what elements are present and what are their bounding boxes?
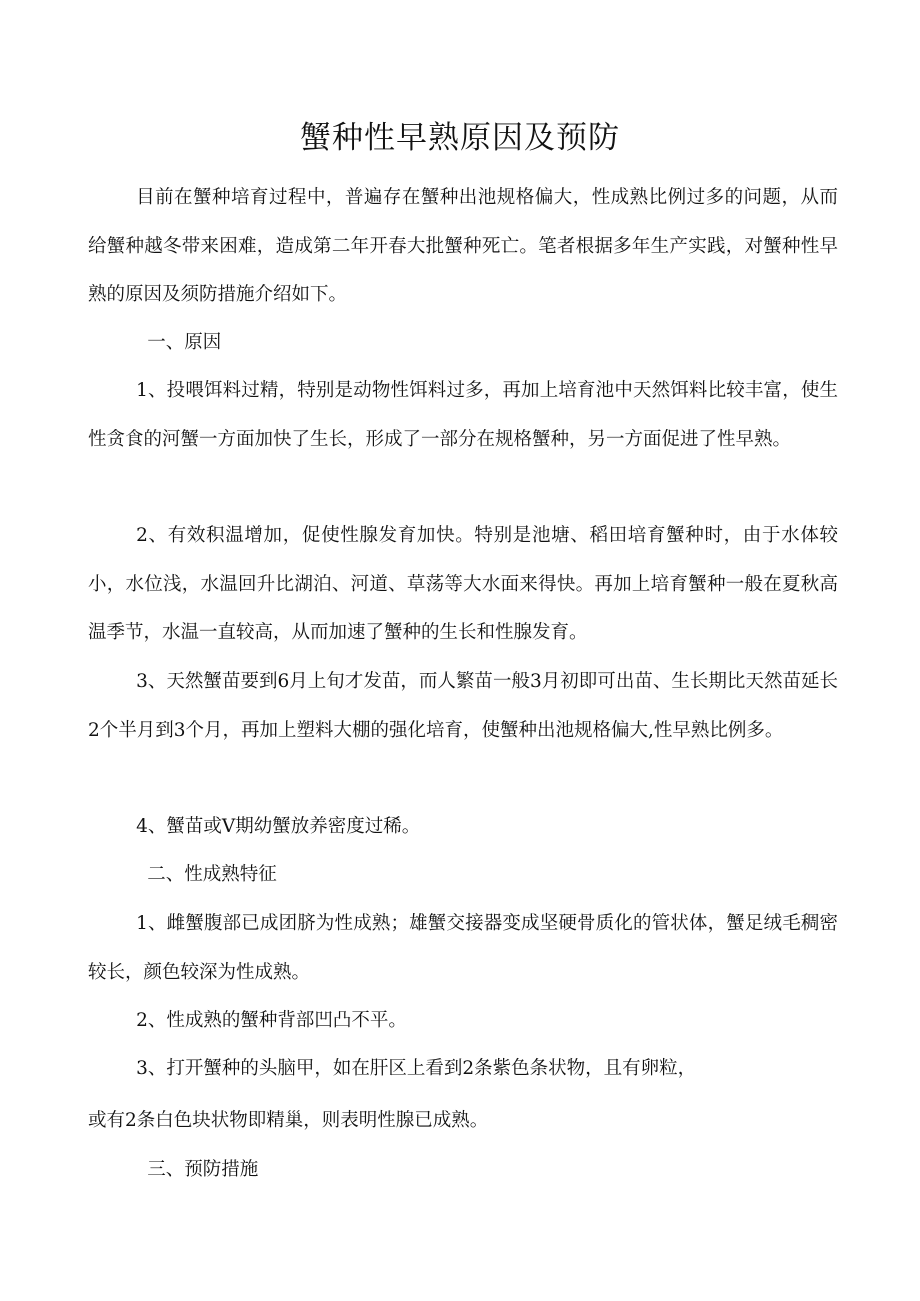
feature-item-2: 2、性成熟的蟹种背部凹凸不平。	[136, 1010, 407, 1031]
feature-item-3: 3、打开蟹种的头脑甲，如在肝区上看到2条紫色条状物，且有卵粒，	[136, 1058, 697, 1079]
reason-item-4: 4、蟹苗或V期幼蟹放养密度过稀。	[136, 816, 421, 837]
intro-paragraph: 目前在蟹种培育过程中，普遍存在蟹种出池规格偏大，性成熟比例过多的问题，从而给蟹种越冬带来困难，造成第二年开春大批蟹种死亡。笔者根据多年生产实践，对蟹种性早熟的原因及须防措施介绍如下。	[88, 187, 838, 305]
reason-item-2: 2、有效积温增加，促使性腺发育加快。特别是池塘、稻田培育蟹种时，由于水体较小，水位浅，水温回升比湖泊、河道、草荡等大水面来得快。再加上培育蟹种一般在夏秋高温季节，水温一直较高，从而加速了蟹种的生长和性腺发育。	[88, 525, 838, 643]
section-heading-prevention: 三、预防措施	[147, 1159, 259, 1180]
feature-item-1: 1、雌蟹腹部已成团脐为性成熟；雄蟹交接器变成坚硬骨质化的管状体，蟹足绒毛稠密较长，颜色较深为性成熟。	[88, 913, 838, 983]
reason-item-3: 3、天然蟹苗要到6月上旬才发苗，而人繁苗一般3月初即可出苗、生长期比天然苗延长2个半月到3个月，再加上塑料大棚的强化培育，使蟹种出池规格偏大,性早熟比例多。	[88, 671, 838, 741]
document-title: 蟹种性早熟原因及预防	[300, 120, 620, 156]
reason-item-1: 1、投喂饵料过精，特别是动物性饵料过多，再加上培育池中天然饵料比较丰富，使生性贪食的河蟹一方面加快了生长，形成了一部分在规格蟹种，另一方面促进了性早熟。	[88, 380, 838, 450]
feature-item-3-continued: 或有2条白色块状物即精巢，则表明性腺已成熟。	[88, 1110, 489, 1131]
section-heading-reasons: 一、原因	[147, 332, 222, 353]
section-heading-features: 二、性成熟特征	[147, 864, 277, 885]
